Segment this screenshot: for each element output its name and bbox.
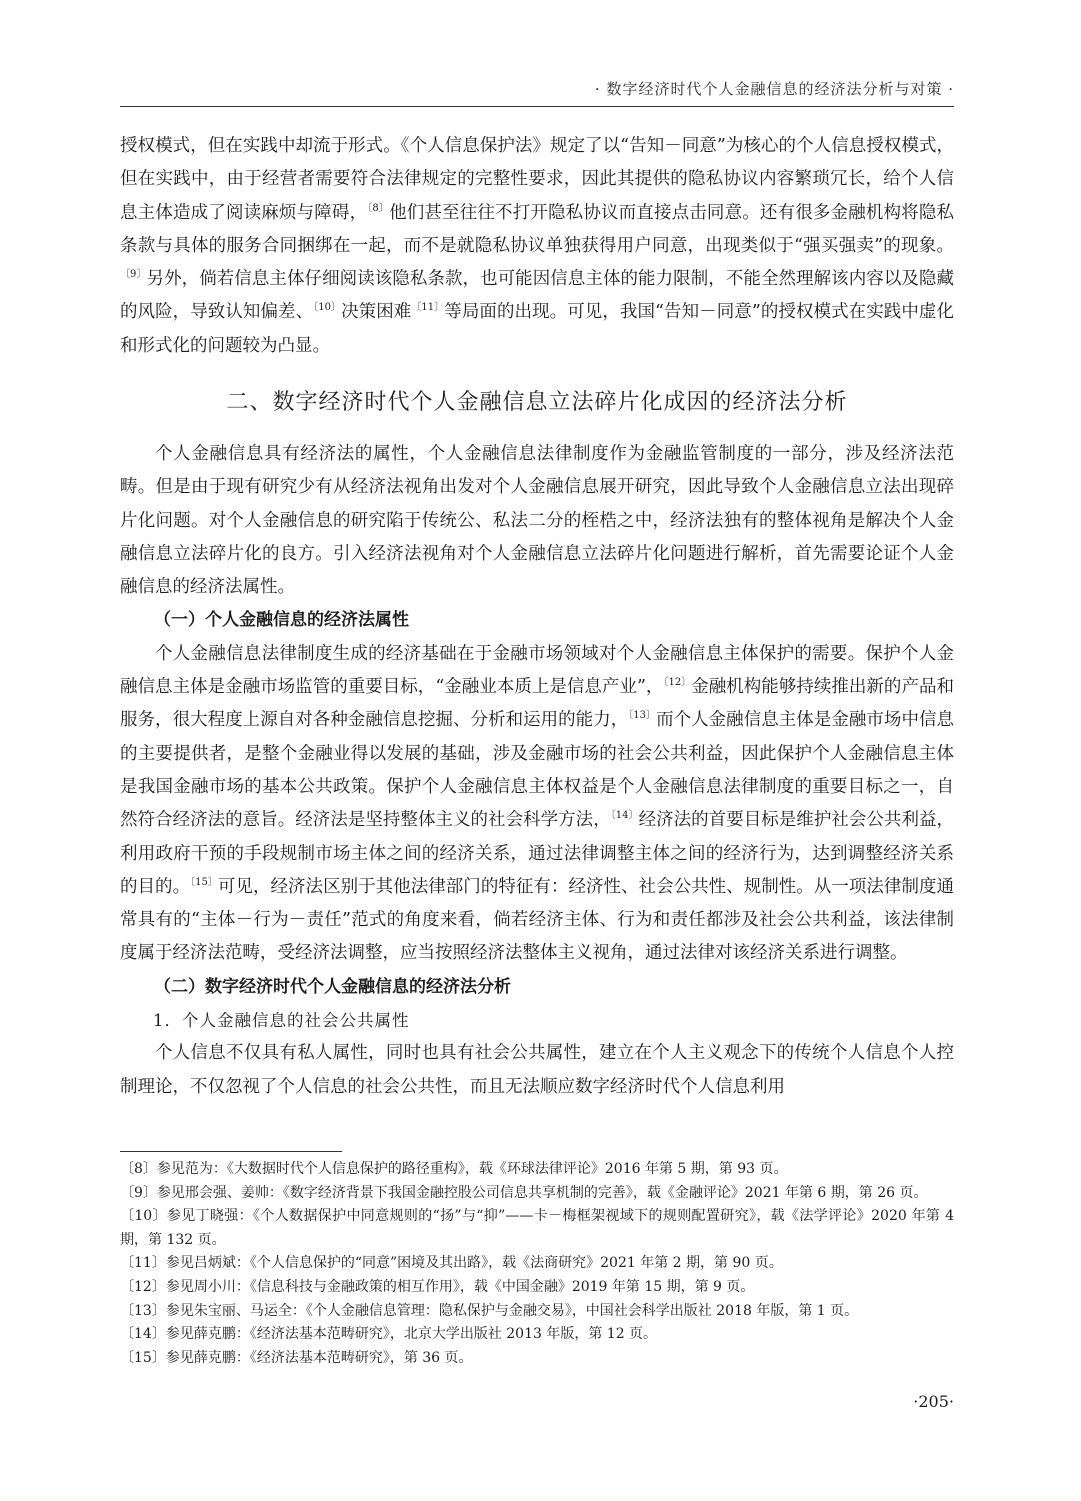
text-run: 可见，经济法区别于其他法律部门的特征有：经济性、社会公共性、规制性。从一项法律制度通常具有的“主体－行为－责任”范式的角度来看，倘若经济主体、行为和责任都涉及社会公共利益，该法律制度属于经济法范畴，受经济法调整，应当按照经济法整体主义视角，通过法律对该经济关系进行调整。 [120,876,954,964]
section-heading: 二、数字经济时代个人金融信息立法碎片化成因的经济法分析 [226,390,848,415]
footnote-15: 〔15〕参见薛克鹏：《经济法基本范畴研究》，第 36 页。 [120,1349,473,1366]
footnote-rule [120,1151,342,1152]
footnote-ref-15[interactable]: 〔15〕 [190,876,218,888]
footnotes [120,1158,954,1370]
subsection-heading-2: （二）数字经济时代个人金融信息的经济法分析 [154,976,511,997]
header-rule [120,106,954,107]
footnote-10: 〔10〕参见丁晓强：《个人数据保护中同意规则的“扬”与“抑”——卡－梅框架视域下的规则配置研究》，载《法学评论》2020 年第 4 期，第 132 页。 [120,1208,954,1248]
footnote-ref-8[interactable]: 〔8〕 [367,202,390,214]
footnote-ref-13[interactable]: 〔13〕 [628,710,657,722]
footnote-12: 〔12〕参见周小川：《信息科技与金融政策的相互作用》，载《中国金融》2019 年第 15 期，第 9 页。 [120,1278,755,1295]
text-run: 个人金融信息法律制度生成的经济基础在于金融市场领域对个人金融信息主体保护的需要。保护个人金融信息主体是金融市场监管的重要目标，“金融业本质上是信息产业”， [120,643,954,698]
footnote-14: 〔14〕参见薛克鹏：《经济法基本范畴研究》，北京大学出版社 2013 年版，第 12 页。 [120,1326,658,1343]
text-run: 经济法的首要目标是维护社会公共利益，利用政府干预的手段规制市场主体之间的经济关系，通过法律调整主体之间的经济行为，达到调整经济关系的目的。 [120,810,955,897]
text-run: 金融机构能够持续推出新的产品和服务，很大程度上源自对各种金融信息挖掘、分析和运用的能力， [120,677,954,731]
footnote-ref-11[interactable]: 〔11〕 [411,302,445,314]
footnote-11: 〔11〕参见吕炳斌：《个人信息保护的“同意”困境及其出路》，载《法商研究》2021 年第 2 期，第 90 页。 [120,1255,783,1272]
subsection-paragraph-1 [120,638,954,971]
footnote-ref-10[interactable]: 〔10〕 [313,302,342,314]
text-run: 决策困难 [341,302,412,323]
intro-block [120,130,954,363]
footnote-ref-9[interactable]: 〔9〕 [120,269,147,281]
footnote-13: 〔13〕参见朱宝丽、马运全：《个人金融信息管理：隐私保护与金融交易》，中国社会科学出版社 2018 年版，第 1 页。 [120,1302,859,1319]
text-run: 而个人金融信息主体是金融市场中信息的主要提供者，是整个金融业得以发展的基础，涉及金融市场的社会公共利益，因此保护个人金融信息主体是我国金融市场的基本公共政策。保护个人金融信息主体权益是个人金融信息法律制度的重要目标之一，自然符合经济法的意旨。经济法是坚持整体主义的社会科学方法， [120,710,954,831]
intro-paragraph [120,130,954,363]
text-run: 他们甚至往往不打开隐私协议而直接点击同意。还有很多金融机构将隐私条款与具体的服务合同捆绑在一起，而不是就隐私协议单独获得用户同意，出现类似于“强买强卖”的现象。 [120,202,955,256]
footnote-9: 〔9〕参见邢会强、姜帅：《数字经济背景下我国金融控股公司信息共享机制的完善》，载《金融评论》2021 年第 6 期，第 26 页。 [120,1184,928,1201]
text-run: 等局面的出现。可见，我国“告知－同意”的授权模式在实践中虚化和形式化的问题较为凸显。 [120,302,954,356]
footnote-8: 〔8〕参见范为：《大数据时代个人信息保护的路径重构》，载《环球法律评论》2016 年第 5 期，第 93 页。 [120,1161,788,1177]
item-heading-1: 1．个人金融信息的社会公共属性 [153,1011,410,1031]
footnote-ref-14[interactable]: 〔14〕 [610,810,639,822]
text-run: 授权模式，但在实践中却流于形式。《个人信息保护法》规定了以“告知－同意”为核心的个人信息授权模式，但在实践中，由于经营者需要符合法律规定的完整性要求，因此其提供的隐私协议内容繁琐冗长，给个人信息主体造成了阅读麻烦与障碍， [120,136,954,223]
item-paragraph-1: 个人信息不仅具有私人属性，同时也具有社会公共属性，建立在个人主义观念下的传统个人信息个人控制理论，不仅忽视了个人信息的社会公共性，而且无法顺应数字经济时代个人信息利用 [120,1043,954,1097]
section-body [120,438,954,1104]
subsection-heading-1: （一）个人金融信息的经济法属性 [154,610,409,631]
section-paragraph: 个人金融信息具有经济法的属性，个人金融信息法律制度作为金融监管制度的一部分，涉及经济法范畴。但是由于现有研究少有从经济法视角出发对个人金融信息展开研究，因此导致个人金融信息立法出现碎片化问题。对个人金融信息的研究陷于传统公、私法二分的桎梏之中，经济法独有的整体视角是解决个人金融信息立法碎片化的良方。引入经济法视角对个人金融信息立法碎片化问题进行解析，首先需要论证个人金融信息的经济法属性。 [120,444,954,598]
running-header: · 数字经济时代个人金融信息的经济法分析与对策 · [594,80,954,98]
text-run: 另外，倘若信息主体仔细阅读该隐私条款，也可能因信息主体的能力限制，不能全然理解该内容以及隐藏的风险，导致认知偏差、 [120,269,954,323]
page-number: ·205· [913,1392,954,1411]
footnote-ref-12[interactable]: 〔12〕 [663,677,692,689]
